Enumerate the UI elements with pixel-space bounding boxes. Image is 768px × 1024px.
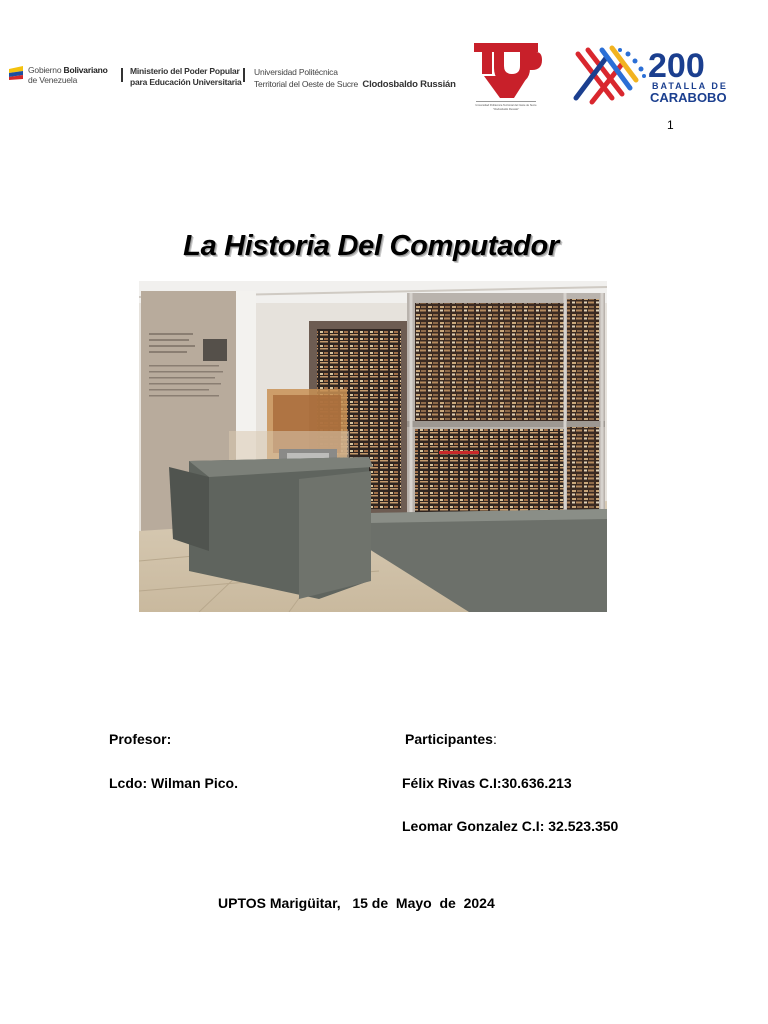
ministry-name: Ministerio del Poder Popular para Educación Universitaria — [130, 66, 242, 87]
participant-1: Félix Rivas C.I:30.636.213 — [402, 775, 572, 791]
participantes-label: Participantes: — [405, 731, 497, 747]
participant-2: Leomar Gonzalez C.I: 32.523.350 — [402, 818, 619, 834]
profesor-name: Lcdo: Wilman Pico. — [109, 775, 238, 791]
header-separator — [121, 68, 123, 82]
computer-photo — [139, 281, 607, 612]
header-separator — [243, 68, 245, 82]
document-title: La Historia Del Computador — [183, 230, 559, 262]
svg-text:CARABOBO: CARABOBO — [650, 90, 727, 105]
profesor-label: Profesor: — [109, 731, 172, 747]
page-number: 1 — [667, 118, 674, 132]
uptos-logo — [470, 40, 542, 112]
bicentenario-carabobo-logo — [572, 44, 732, 106]
university-name: Universidad Politécnica Territorial del Oeste de Sucre Clodosbaldo Russián — [254, 67, 456, 90]
venezuela-flag-icon — [8, 65, 24, 81]
svg-text:200: 200 — [648, 47, 705, 85]
svg-text:"Clodosbaldo Russián": "Clodosbaldo Russián" — [492, 108, 520, 111]
svg-text:Universidad Politécnica Territ: Universidad Politécnica Territorial del Oeste de Sucre — [475, 104, 537, 107]
svg-text:BATALLA DE: BATALLA DE — [652, 81, 728, 91]
place-and-date: UPTOS Marigüitar, 15 de Mayo de 2024 — [218, 895, 495, 911]
gobierno-bolivariano-logo: Gobierno Bolivariano de Venezuela — [8, 62, 120, 90]
